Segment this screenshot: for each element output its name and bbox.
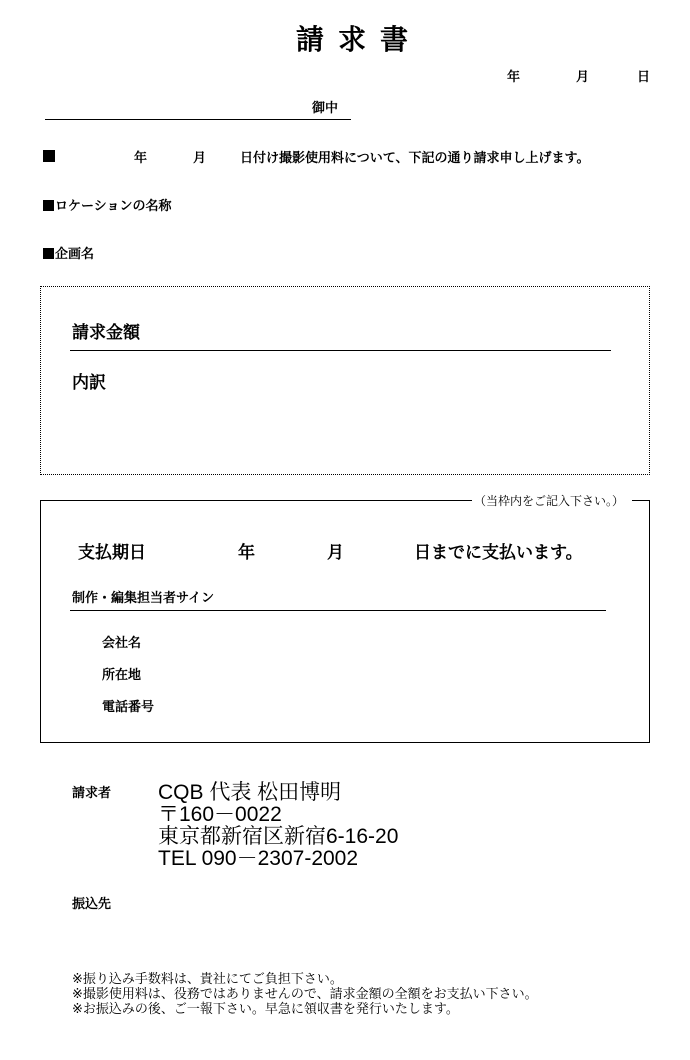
bank-label: 振込先 bbox=[72, 897, 112, 912]
payment-box-note: （当枠内をご記入下さい。） bbox=[474, 494, 625, 508]
payment-box-top-right bbox=[632, 500, 650, 501]
company-label: 会社名 bbox=[102, 636, 142, 651]
note-fee: ※振り込み手数料は、貴社にてご負担下さい。 bbox=[72, 972, 343, 987]
due-month: 月 bbox=[327, 543, 344, 563]
project-field[interactable] bbox=[43, 243, 94, 262]
due-label: 支払期日 bbox=[78, 543, 146, 563]
notes bbox=[72, 972, 538, 1017]
due-year: 年 bbox=[238, 543, 255, 563]
amount-line[interactable] bbox=[70, 350, 611, 351]
intro-month: 月 bbox=[193, 151, 207, 166]
location-field[interactable] bbox=[43, 195, 171, 214]
payment-box-top-left bbox=[40, 500, 472, 501]
sender-label: 請求者 bbox=[72, 786, 112, 801]
addressee-suffix: 御中 bbox=[312, 101, 339, 116]
phone-label: 電話番号 bbox=[102, 700, 155, 715]
intro-text: 日付け撮影使用料について、下記の通り請求申し上げます。 bbox=[240, 151, 590, 166]
address-label: 所在地 bbox=[102, 668, 142, 683]
project-label: 企画名 bbox=[55, 247, 95, 262]
addressee-line[interactable] bbox=[45, 119, 351, 120]
sender-address: 東京都新宿区新宿6-16-20 bbox=[158, 825, 399, 848]
intro-year: 年 bbox=[134, 151, 148, 166]
sign-label: 制作・編集担当者サイン bbox=[72, 591, 215, 606]
note-full-amount: ※撮影使用料は、役務ではありませんので、請求金額の全額をお支払い下さい。 bbox=[72, 987, 538, 1002]
date-day-label: 日 bbox=[637, 70, 651, 85]
due-suffix: 日までに支払います。 bbox=[414, 543, 583, 563]
amount-box bbox=[40, 286, 650, 475]
breakdown-label: 内訳 bbox=[72, 373, 106, 393]
document-title: 請求書 bbox=[295, 23, 422, 56]
date-year-label: 年 bbox=[507, 70, 521, 85]
location-bullet bbox=[43, 200, 54, 211]
project-bullet bbox=[43, 248, 54, 259]
intro-bullet bbox=[43, 150, 55, 162]
sender-phone: TEL 090－2307-2002 bbox=[158, 847, 359, 870]
amount-label: 請求金額 bbox=[72, 323, 140, 343]
note-receipt: ※お振込みの後、ご一報下さい。早急に領収書を発行いたします。 bbox=[72, 1002, 459, 1017]
sender-name: CQB 代表 松田博明 bbox=[158, 781, 342, 804]
location-label: ロケーションの名称 bbox=[55, 199, 172, 214]
sign-line[interactable] bbox=[70, 610, 606, 611]
sender-postal: 〒160－0022 bbox=[158, 803, 282, 826]
date-month-label: 月 bbox=[576, 70, 590, 85]
